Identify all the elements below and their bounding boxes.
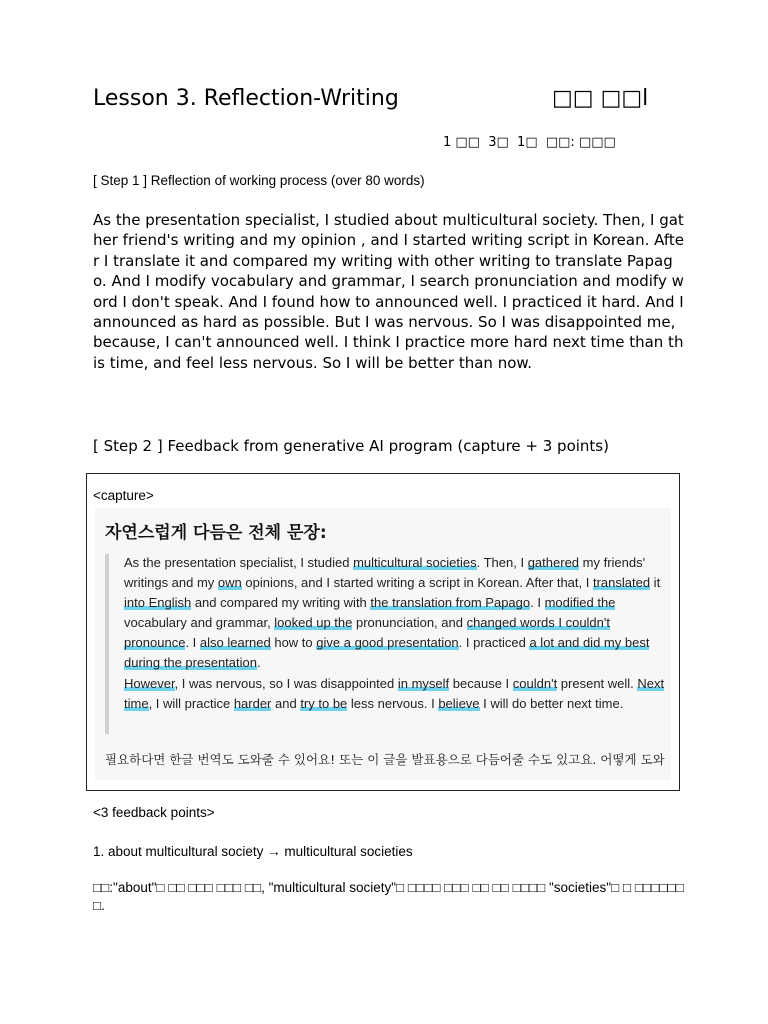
capture-label: <capture> [93, 488, 154, 503]
ai-feedback-screenshot [95, 508, 671, 780]
feedback-points-heading: <3 feedback points> [93, 805, 215, 820]
highlighted-correction: looked up the [274, 615, 353, 631]
highlighted-correction: try to be [300, 695, 348, 711]
highlighted-correction: also learned [199, 635, 271, 651]
revised-text-segment: , I was nervous, so I was disappointed [174, 675, 398, 691]
highlighted-correction: gathered [527, 555, 580, 570]
highlighted-correction: into English [124, 595, 192, 611]
capture-box [86, 473, 680, 791]
quote-bar [105, 554, 109, 734]
revised-text-segment: . I practiced [458, 635, 530, 651]
revised-text-segment: opinions, and I started writing a script in Korean. After that, I [241, 575, 593, 591]
revised-text-segment: present well. [557, 675, 638, 691]
highlighted-correction: a lot and did my best during the presentation [124, 635, 650, 671]
revised-text-segment: and [271, 695, 301, 711]
highlighted-correction: give a good presentation [316, 635, 459, 651]
highlighted-correction: changed words I couldn't pronounce [124, 615, 610, 651]
highlighted-correction: modified the [544, 595, 616, 611]
revised-text-segment: and compared my writing with [191, 595, 371, 611]
title-name: □□ □□l [552, 86, 649, 111]
revised-text-segment: it [650, 575, 661, 591]
step1-heading: [ Step 1 ] Reflection of working process (over 80 words) [93, 173, 425, 188]
revised-text-segment: vocabulary and grammar, [124, 615, 275, 631]
revised-text-segment: because I [449, 675, 513, 691]
highlighted-correction: multicultural societies [353, 555, 477, 570]
feedback-point-1-explanation: □□:"about"□ □□ □□□ □□□ □□, "multicultural society"□ □□□□ □□□ □□ □□ □□□□ "societies"□ □ □□□□□□□. [93, 880, 684, 913]
student-info-line: 1 □□ 3□ 1□ □□: □□□ [443, 135, 616, 150]
revised-text-segment: . Then, I [476, 555, 528, 570]
highlighted-correction: translated [592, 575, 651, 591]
revised-text-segment: my friends' writings and my [124, 555, 646, 591]
highlighted-correction: harder [233, 695, 272, 711]
revised-text-segment: pronunciation, and [352, 615, 467, 631]
revised-text [124, 553, 669, 714]
page-title: Lesson 3. Reflection-Writing [93, 86, 399, 111]
highlighted-correction: couldn't [512, 675, 558, 691]
highlighted-correction: in myself [397, 675, 450, 691]
revised-text-segment: . I [530, 595, 545, 611]
feedback-point-1: 1. about multicultural society → multicultural societies [93, 844, 413, 859]
revised-text-segment: , I will practice [148, 695, 234, 711]
highlighted-correction: Next time [124, 675, 665, 711]
revised-text-segment: As the presentation specialist, I studied [124, 555, 354, 570]
revised-text-segment: less nervous. I [347, 695, 439, 711]
highlighted-correction: However [124, 675, 175, 691]
highlighted-correction: the translation from Papago [370, 595, 531, 611]
step2-heading: [ Step 2 ] Feedback from generative AI program (capture + 3 points) [93, 437, 609, 455]
highlighted-correction: own [217, 575, 242, 591]
screenshot-heading: 자연스럽게 다듬은 전체 문장: [105, 523, 327, 543]
highlighted-correction: believe [438, 695, 480, 711]
revised-text-segment: . I [185, 635, 200, 651]
revised-text-segment: how to [270, 635, 317, 651]
revised-text-segment: I will do better next time. [479, 695, 624, 711]
screenshot-footer: 필요하다면 한글 번역도 도와줄 수 있어요! 또는 이 글을 발표용으로 다듬어줄 수도 있고요. 어떻게 도와 [105, 752, 665, 767]
revised-text-segment: . [256, 655, 261, 671]
reflection-essay: As the presentation specialist, I studied about multicultural society. Then, I gather friend's writing and my opinion , and I started writing script in Korean. After I translate it and compared my writing with other writing to translate Papago. And I modify vocabulary and grammar, I search pronunciation and modify word I don't speak. And I found how to announced well. I practiced it hard. And I announced as hard as possible. But I was nervous. So I was disappointed me, because, I can't announced well. I think I practice more hard next time than this time, and feel less nervous. So I will be better than now. [93, 211, 684, 372]
